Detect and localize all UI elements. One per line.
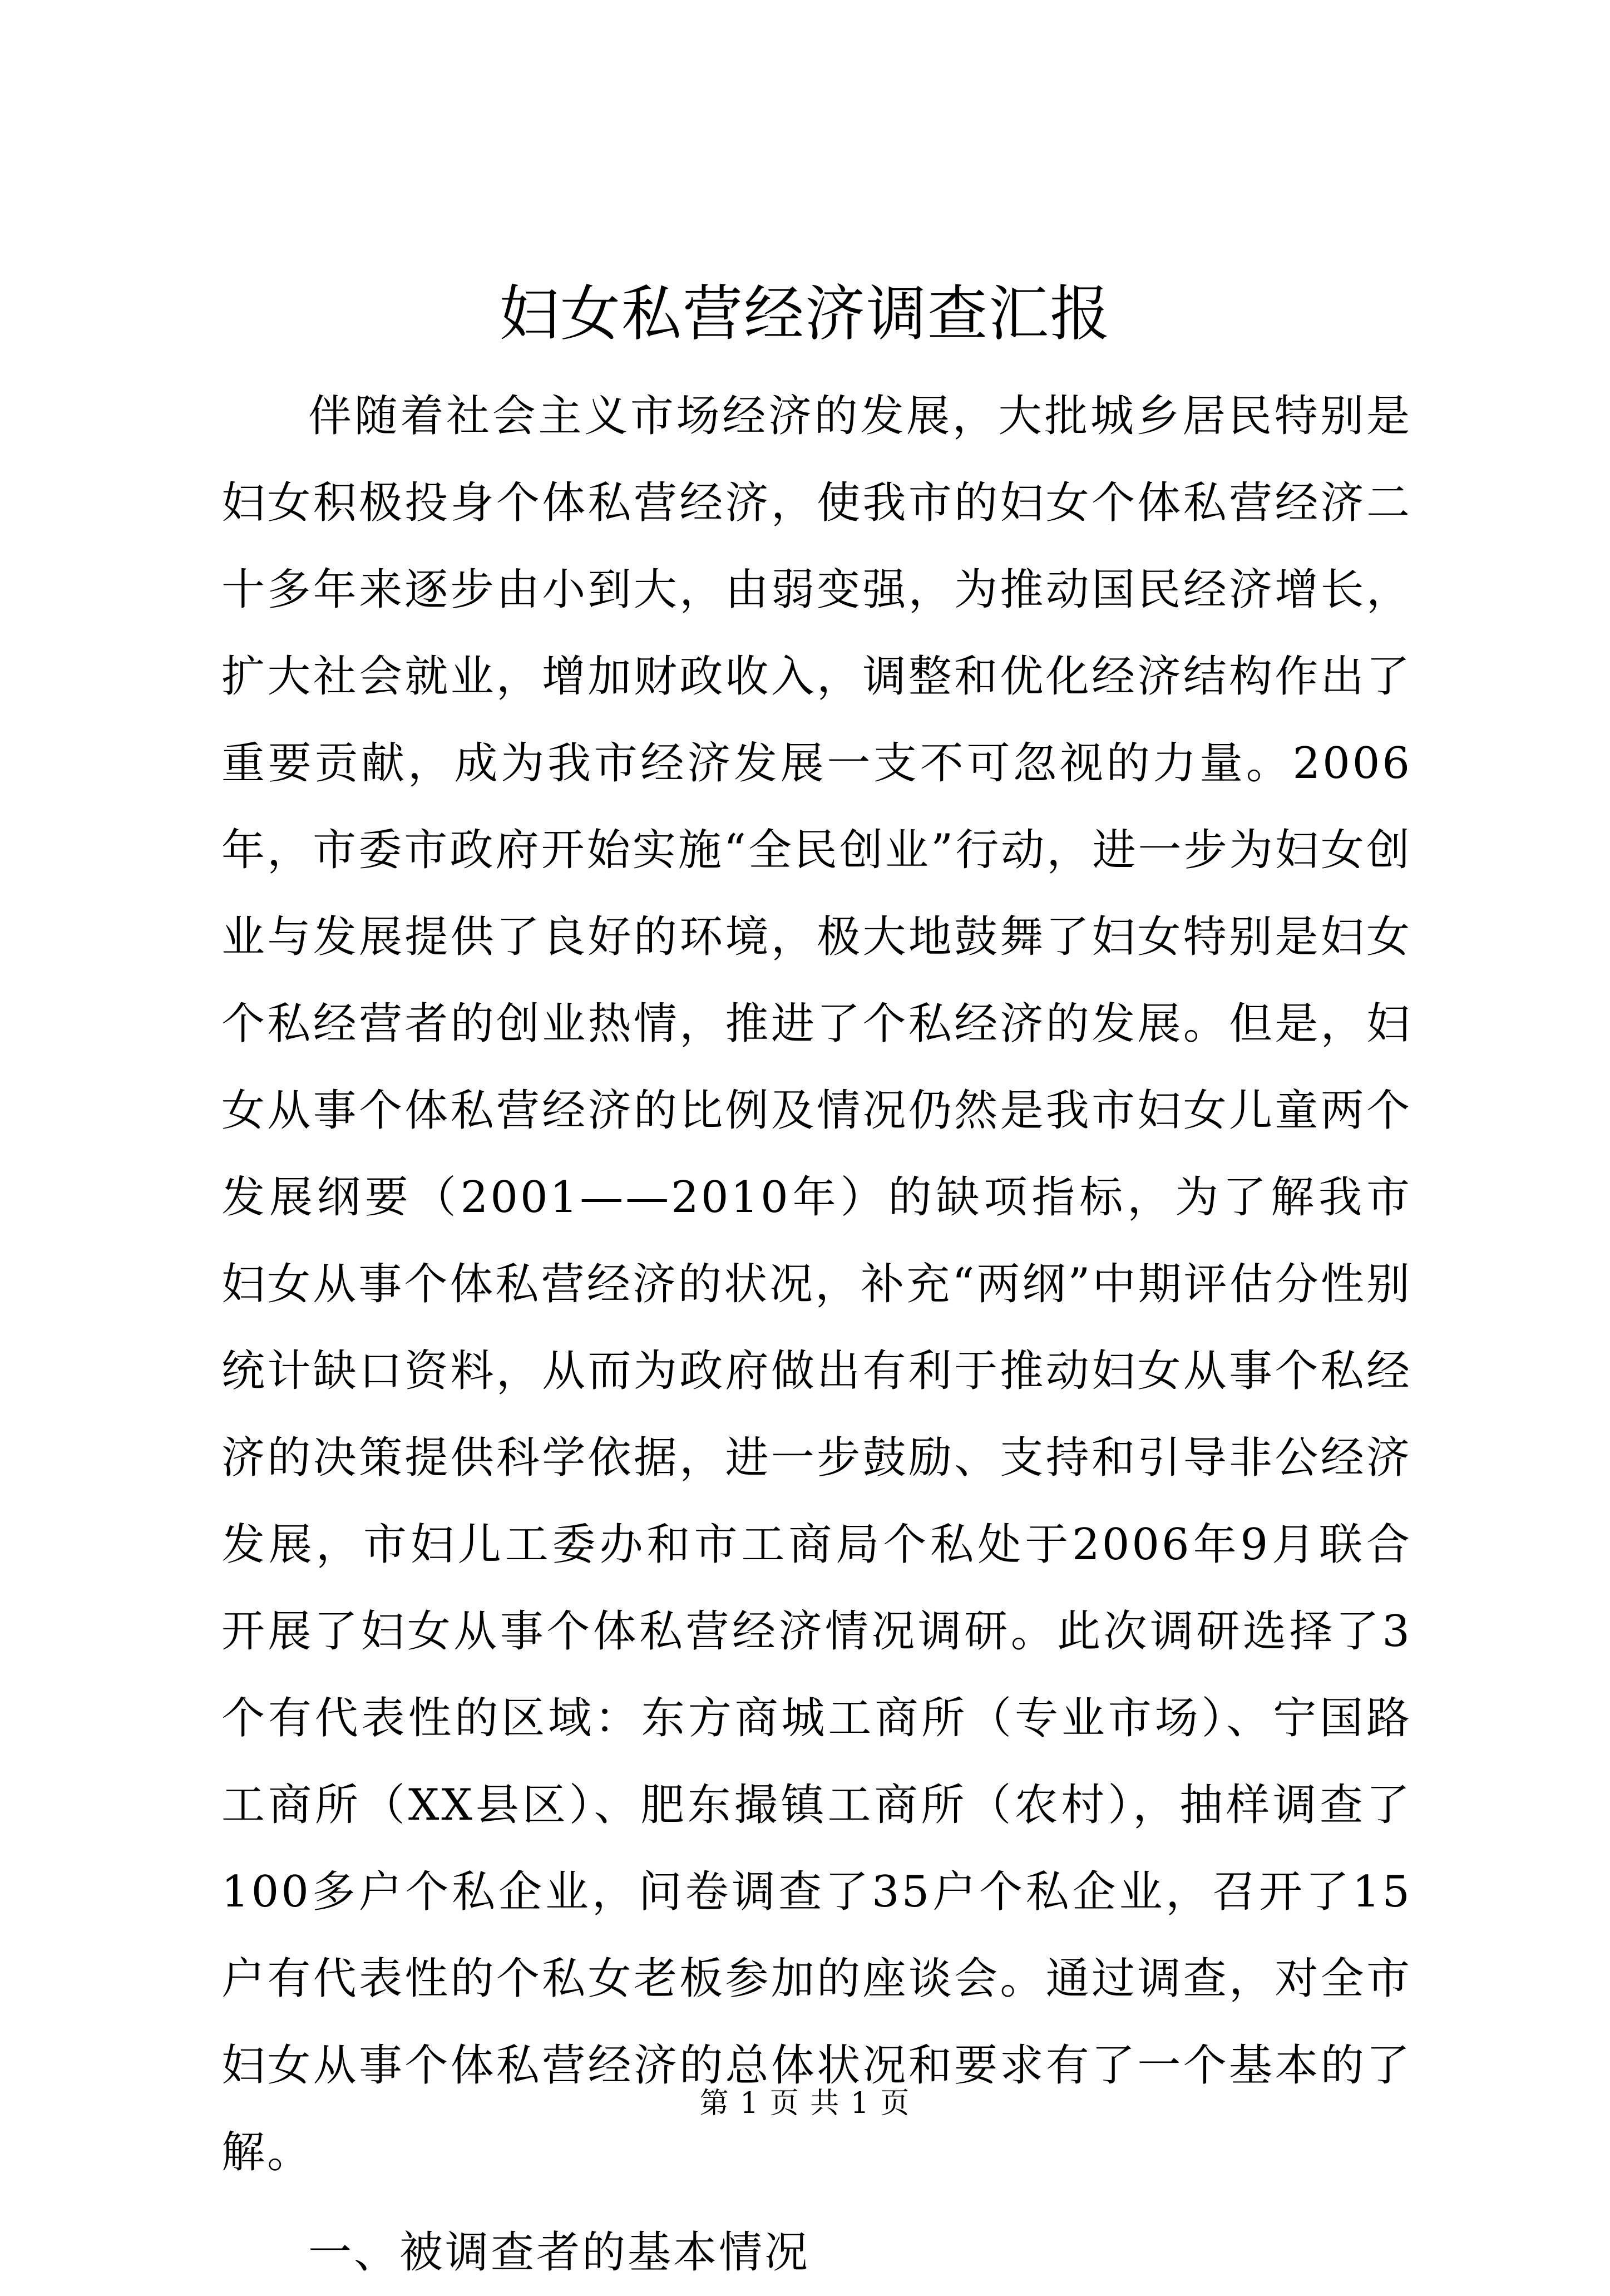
body-paragraph: 伴随着社会主义市场经济的发展，大批城乡居民特别是妇女积极投身个体私营经济，使我市的妇女个体私营经济二十多年来逐步由小到大，由弱变强，为推动国民经济增长，扩大社会就业，增加财政收入，调整和优化经济结构作出了重要贡献，成为我市经济发展一支不可忽视的力量。2006年，市委市政府开始实施“全民创业”行动，进一步为妇女创业与发展提供了良好的环境，极大地鼓舞了妇女特别是妇女个私经营者的创业热情，推进了个私经济的发展。但是，妇女从事个体私营经济的比例及情况仍然是我市妇女儿童两个发展纲要（2001——2010年）的缺项指标，为了解我市妇女从事个体私营经济的状况，补充“两纲”中期评估分性别统计缺口资料，从而为政府做出有利于推动妇女从事个私经济的决策提供科学依据，进一步鼓励、支持和引导非公经济发展，市妇儿工委办和市工商局个私处于2006年9月联合开展了妇女从事个体私营经济情况调研。此次调研选择了3个有代表性的区域：东方商城工商所（专业市场）、宁国路工商所（XX县区）、肥东撮镇工商所（农村），抽样调查了100多户个私企业，问卷调查了35户个私企业，召开了15户有代表性的个私女老板参加的座谈会。通过调查，对全市妇女从事个体私营经济的总体状况和要求有了一个基本的了解。 xyxy=(221,391,1412,2177)
document-title: 妇女私营经济调查汇报 xyxy=(498,279,1111,349)
document-body xyxy=(221,373,1412,2296)
page-footer: 第 1 页 共 1 页 xyxy=(699,2087,911,2120)
section-heading: 一、被调查者的基本情况 xyxy=(308,2228,811,2278)
